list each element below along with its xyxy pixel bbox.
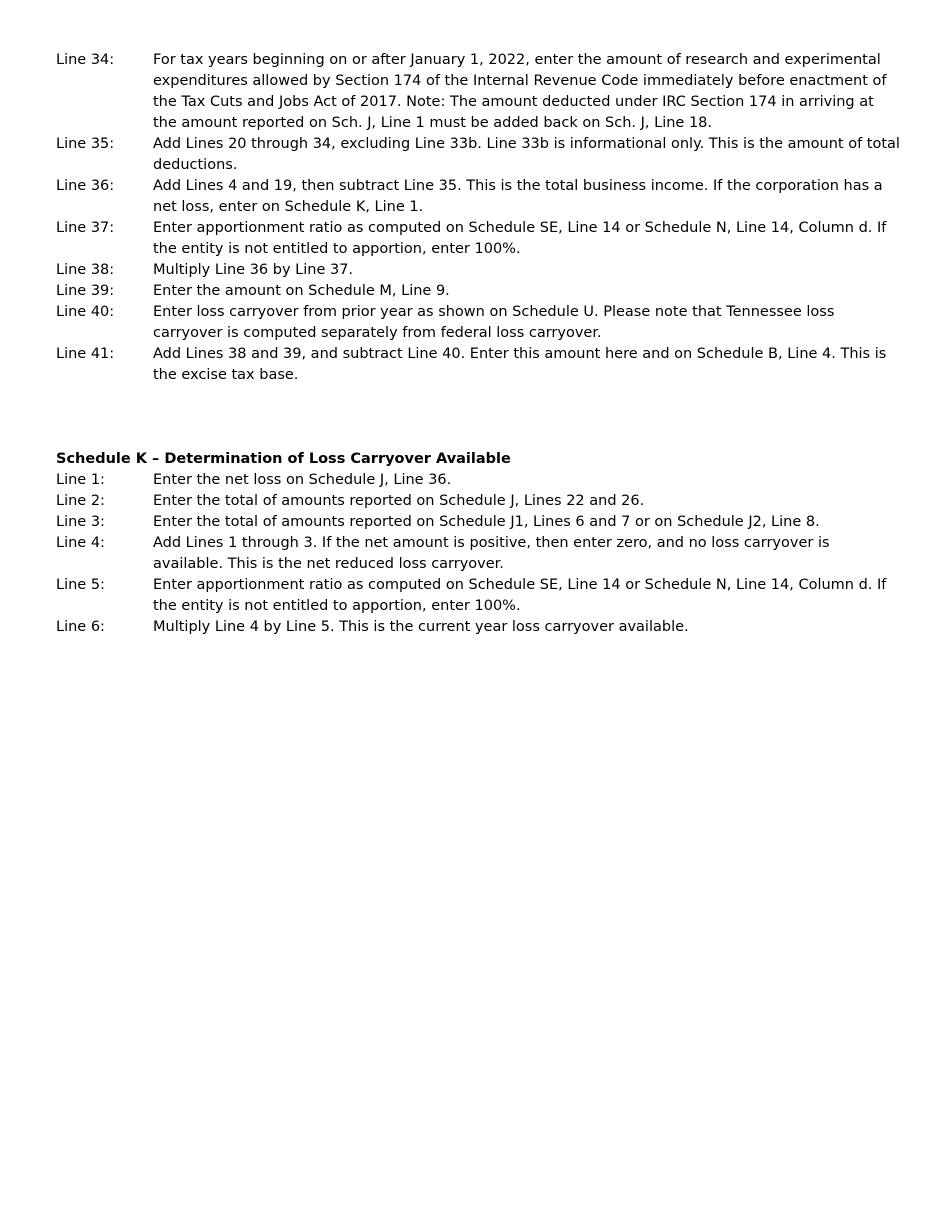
line-item: [56, 302, 900, 344]
schedule-j-lines: [56, 50, 900, 386]
line-item: [56, 617, 900, 638]
line-label: Line 1:: [56, 472, 105, 488]
line-label: Line 35:: [56, 136, 115, 152]
line-label: Line 5:: [56, 577, 105, 593]
line-instruction: Enter the net loss on Schedule J, Line 36.: [153, 472, 452, 488]
line-item: [56, 533, 900, 575]
line-instruction: Enter apportionment ratio as computed on Schedule SE, Line 14 or Schedule N, Line 14, Column d. If the entity is not entitled to apportion, enter 100%.: [153, 577, 887, 614]
line-item: [56, 470, 900, 491]
line-label: Line 36:: [56, 178, 115, 194]
line-label: Line 6:: [56, 619, 105, 635]
line-instruction: Add Lines 4 and 19, then subtract Line 35. This is the total business income. If the corporation has a net loss, enter on Schedule K, Line 1.: [153, 178, 883, 215]
line-label: Line 3:: [56, 514, 105, 530]
line-label: Line 37:: [56, 220, 115, 236]
line-item: [56, 50, 900, 134]
line-instruction: Enter the total of amounts reported on Schedule J1, Lines 6 and 7 or on Schedule J2, Line 8.: [153, 514, 820, 530]
line-item: [56, 218, 900, 260]
line-label: Line 40:: [56, 304, 115, 320]
line-instruction: Multiply Line 4 by Line 5. This is the current year loss carryover available.: [153, 619, 689, 635]
line-instruction: Add Lines 38 and 39, and subtract Line 40. Enter this amount here and on Schedule B, Line 4. This is the excise tax base.: [153, 346, 887, 383]
line-instruction: Enter apportionment ratio as computed on Schedule SE, Line 14 or Schedule N, Line 14, Column d. If the entity is not entitled to apportion, enter 100%.: [153, 220, 887, 257]
line-label: Line 38:: [56, 262, 115, 278]
line-instruction: Enter the amount on Schedule M, Line 9.: [153, 283, 450, 299]
line-instruction: For tax years beginning on or after January 1, 2022, enter the amount of research and experimental expenditures allowed by Section 174 of the Internal Revenue Code immediately before enactment of the Tax Cuts and Jobs Act of 2017. Note: The amount deducted under IRC Section 174 in arriving at the amount reported on Sch. J, Line 1 must be added back on Sch. J, Line 18.: [153, 52, 887, 131]
line-label: Line 2:: [56, 493, 105, 509]
line-instruction: Enter the total of amounts reported on Schedule J, Lines 22 and 26.: [153, 493, 645, 509]
line-instruction: Enter loss carryover from prior year as shown on Schedule U. Please note that Tennessee loss carryover is computed separately from federal loss carryover.: [153, 304, 835, 341]
line-item: [56, 260, 900, 281]
line-item: [56, 176, 900, 218]
line-label: Line 41:: [56, 346, 115, 362]
line-item: [56, 344, 900, 386]
line-instruction: Add Lines 20 through 34, excluding Line 33b. Line 33b is informational only. This is the amount of total deductions.: [153, 136, 900, 173]
line-instruction: Add Lines 1 through 3. If the net amount is positive, then enter zero, and no loss carryover is available. This is the net reduced loss carryover.: [153, 535, 830, 572]
section-spacer: [56, 386, 900, 449]
line-label: Line 39:: [56, 283, 115, 299]
line-label: Line 34:: [56, 52, 115, 68]
line-label: Line 4:: [56, 535, 105, 551]
line-item: [56, 491, 900, 512]
section-heading: Schedule K – Determination of Loss Carryover Available: [56, 451, 511, 467]
schedule-k-section: [56, 449, 900, 638]
line-item: [56, 575, 900, 617]
line-item: [56, 281, 900, 302]
line-item: [56, 134, 900, 176]
document-page: [56, 50, 900, 638]
line-instruction: Multiply Line 36 by Line 37.: [153, 262, 354, 278]
line-item: [56, 512, 900, 533]
